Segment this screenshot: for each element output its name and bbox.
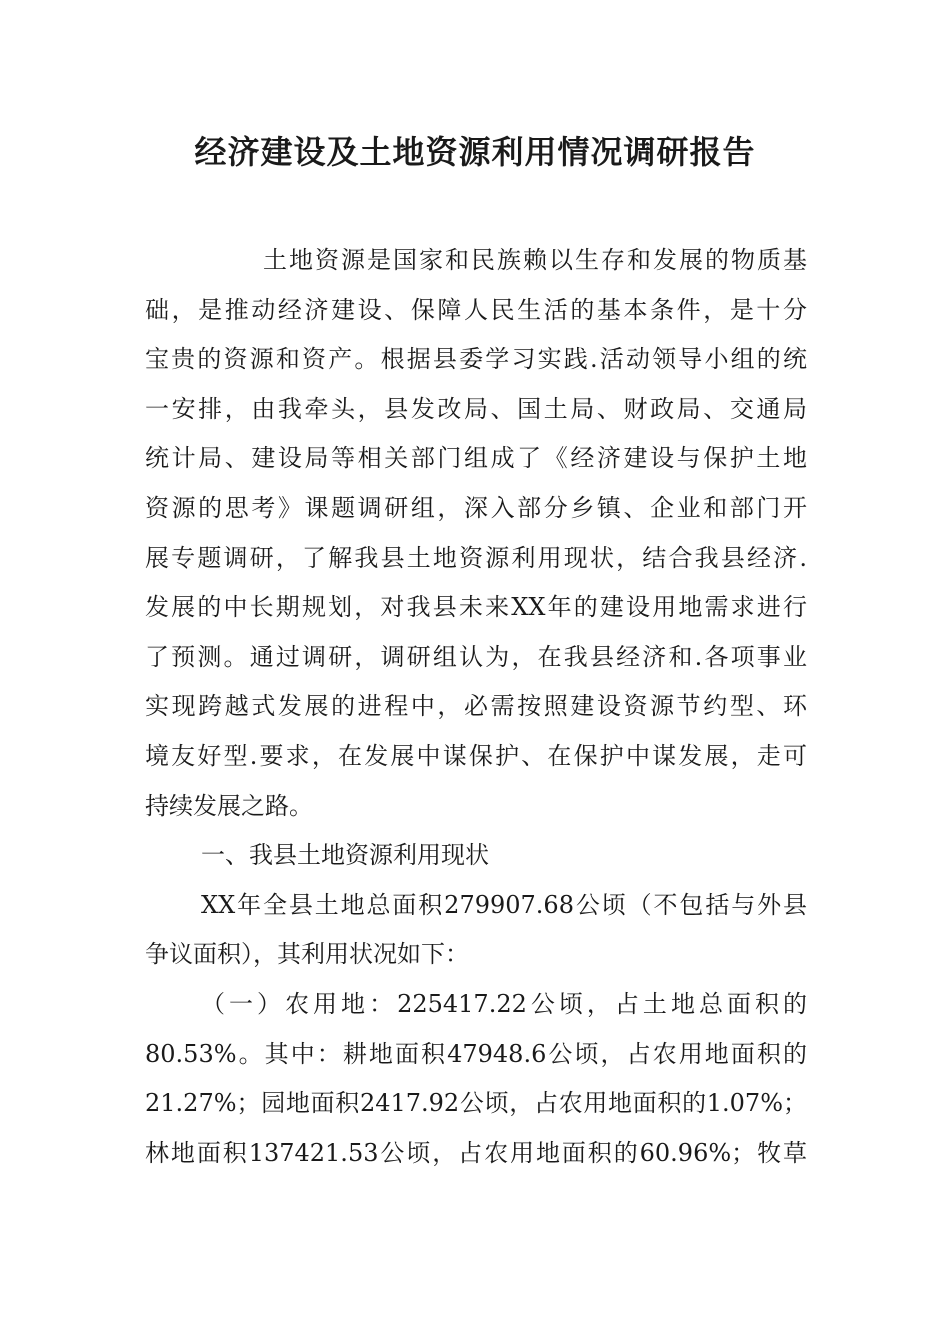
document-body (145, 236, 807, 1178)
paragraph-line: 实现跨越式发展的进程中，必需按照建设资源节约型、环 (145, 692, 807, 721)
section-heading: 一、我县土地资源利用现状 (201, 841, 489, 870)
paragraph-line: 境友好型.要求，在发展中谋保护、在保护中谋发展，走可 (145, 741, 807, 770)
paragraph-line: 展专题调研，了解我县土地资源利用现状，结合我县经济. (145, 543, 807, 572)
paragraph-line: XX年全县土地总面积279907.68公顷（不包括与外县 (201, 890, 807, 919)
paragraph-line: 础，是推动经济建设、保障人民生活的基本条件，是十分 (145, 295, 807, 324)
paragraph-line: 争议面积），其利用状况如下： (145, 940, 469, 969)
paragraph-line: 了预测。通过调研，调研组认为，在我县经济和.各项事业 (145, 642, 807, 671)
paragraph-line: 21.27%；园地面积2417.92公顷，占农用地面积的1.07%； (145, 1089, 807, 1118)
paragraph-line: 一安排，由我牵头，县发改局、国土局、财政局、交通局 (145, 394, 807, 423)
paragraph-line: 80.53%。其中：耕地面积47948.6公顷，占农用地面积的 (145, 1039, 807, 1068)
paragraph-line: 林地面积137421.53公顷，占农用地面积的60.96%；牧草 (145, 1138, 807, 1167)
document-title: 经济建设及土地资源利用情况调研报告 (194, 133, 756, 171)
paragraph-line: 资源的思考》课题调研组，深入部分乡镇、企业和部门开 (145, 493, 807, 522)
paragraph-line: 土地资源是国家和民族赖以生存和发展的物质基 (263, 246, 807, 274)
paragraph-line: （一）农用地：225417.22公顷，占土地总面积的 (201, 989, 807, 1018)
paragraph-line: 持续发展之路。 (145, 791, 313, 820)
paragraph-line: 宝贵的资源和资产。根据县委学习实践.活动领导小组的统 (145, 345, 807, 374)
paragraph-line: 发展的中长期规划，对我县未来XX年的建设用地需求进行 (145, 593, 807, 622)
paragraph-line: 统计局、建设局等相关部门组成了《经济建设与保护土地 (145, 444, 807, 473)
